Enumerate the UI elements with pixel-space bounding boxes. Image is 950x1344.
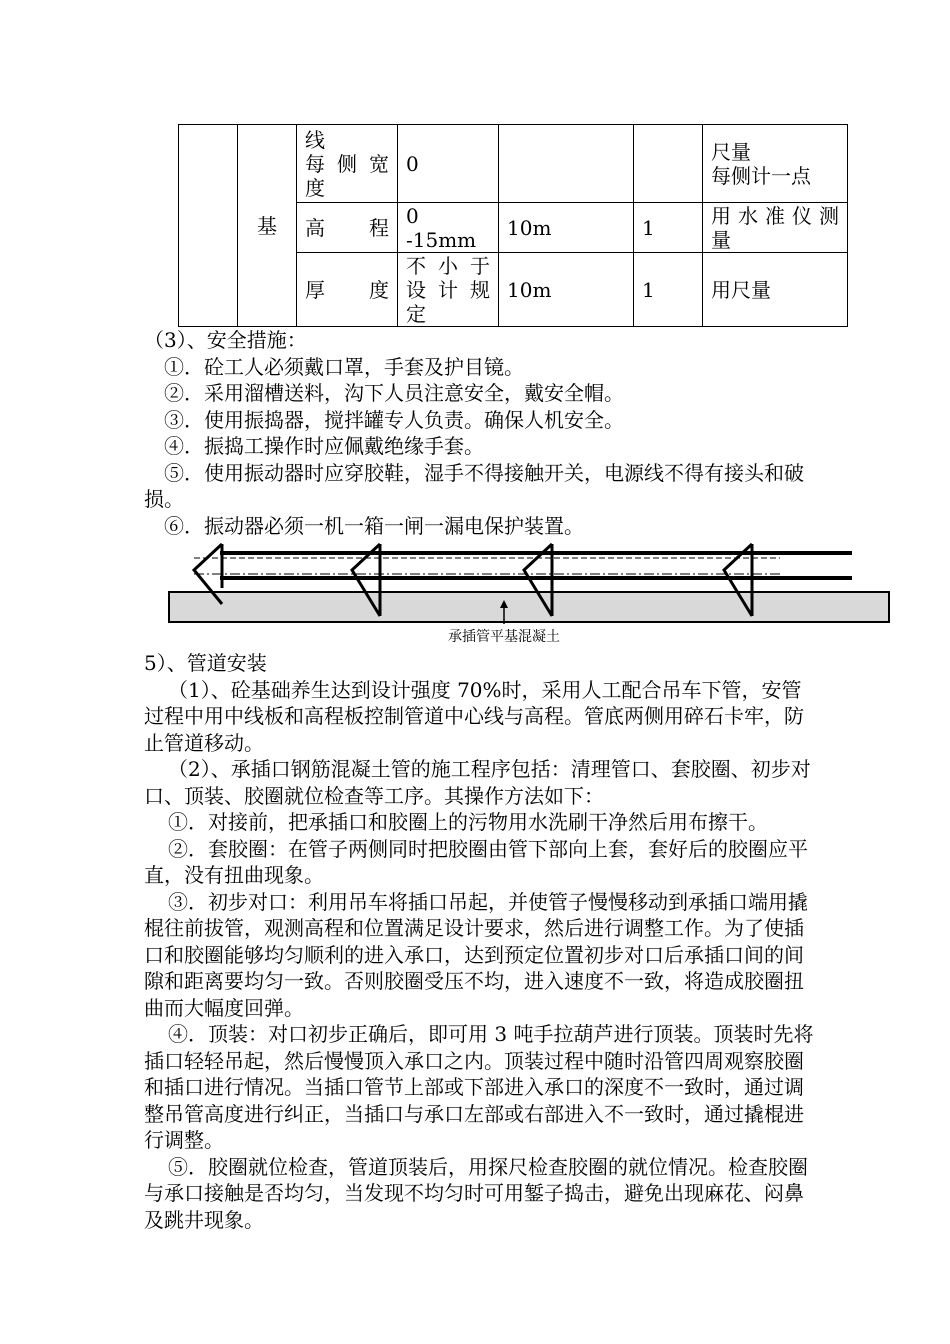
table-blank-cell [179, 125, 238, 327]
table-item-line: 线 [305, 127, 325, 152]
install-paragraph: （1）、砼基础养生达到设计强度 70%时，采用人工配合吊车下管，安管过程中用中线板和高程板控制管道中心线与高程。管底两侧用碎石卡牢，防止管道移动。 [144, 677, 804, 755]
table-item-cell [297, 125, 398, 203]
inspection-table [178, 124, 848, 327]
table-range-cell: 10m [499, 203, 634, 253]
table-row [179, 125, 848, 203]
table-points-cell: 1 [634, 253, 703, 327]
install-paragraph: ③．初步对口：利用吊车将插口吊起，并使管子慢慢移动到承插口端用撬棍往前拔管，观测高程和位置满足设计要求，然后进行调整工作。为了使插口和胶圈能够均匀顺利的进入承口，达到预定位置初步对口后承插口间的间隙和距离要均匀一致。否则胶圈受压不均，进入速度不一致，将造成胶圈扭曲而大幅度回弹。 [144, 889, 808, 1020]
table-method-line: 量 [711, 227, 731, 252]
safety-item: ④．振捣工操作时应佩戴绝缘手套。 [164, 434, 484, 458]
table-tolerance-line: 设 计 规 [406, 277, 490, 302]
table-range-cell [499, 125, 634, 203]
table-tolerance-line: 0 [406, 203, 419, 228]
table-tolerance-cell: 0 [398, 125, 499, 203]
safety-item: ③．使用振捣器，搅拌罐专人负责。确保人机安全。 [164, 407, 624, 432]
install-paragraph: ⑤．胶圈就位检查，管道顶装后，用探尺检查胶圈的就位情况。检查胶圈与承口接触是否均匀，当发现不均匀时可用錾子捣击，避免出现麻花、闷鼻及跳井现象。 [144, 1154, 808, 1232]
table-tolerance-line: -15mm [406, 227, 477, 252]
table-row-header: 基 [238, 125, 297, 327]
safety-section [144, 327, 814, 539]
table-method-cell [703, 253, 848, 327]
table-tolerance-line: 定 [406, 301, 426, 326]
table-tolerance-line: 不 小 于 [406, 253, 490, 278]
table-item-cell [297, 203, 398, 253]
safety-heading: （3）、安全措施： [144, 328, 307, 352]
safety-item: ②．采用溜槽送料，沟下人员注意安全，戴安全帽。 [164, 381, 624, 405]
table-method-cell [703, 125, 848, 203]
install-paragraph: （2）、承插口钢筋混凝土管的施工程序包括：清理管口、套胶圈、初步对口、顶装、胶圈就位检查等工序。其操作方法如下： [144, 757, 811, 808]
table-method-cell [703, 203, 848, 253]
table-item-line: 度 [305, 175, 325, 200]
table-method-line: 用水准仪测 [711, 203, 839, 228]
install-paragraph: ②．套胶圈：在管子两侧同时把胶圈由管下部向上套，套好后的胶圈应平直，没有扭曲现象。 [144, 836, 808, 887]
table-points-cell [634, 125, 703, 203]
table-item-line: 每 侧 宽 [305, 151, 389, 176]
table-method-line: 尺量 [711, 139, 751, 164]
pipe-foundation-diagram [160, 536, 892, 628]
install-section [144, 650, 814, 1233]
install-heading: 5）、管道安装 [144, 651, 267, 675]
table-item-line: 厚 度 [305, 277, 389, 302]
table-tolerance-cell [398, 253, 499, 327]
table-item-cell [297, 253, 398, 327]
table-range-cell: 10m [499, 253, 634, 327]
install-paragraph: ④．顶装：对口初步正确后，即可用 3 吨手拉葫芦进行顶装。顶装时先将插口轻轻吊起，然后慢慢顶入承口之内。顶装过程中随时沿管四周观察胶圈和插口进行情况。当插口管节上部或下部进入承口的深度不一致时，通过调整吊管高度进行纠正，当插口与承口左部或右部进入不一致时，通过撬棍进行调整。 [144, 1022, 814, 1152]
safety-item: ⑥．振动器必须一机一箱一闸一漏电保护装置。 [164, 513, 584, 538]
install-paragraph: ①．对接前，把承插口和胶圈上的污物用水洗刷干净然后用布擦干。 [168, 810, 768, 834]
concrete-base [169, 592, 889, 622]
table-method-line: 每侧计一点 [711, 163, 811, 188]
table-tolerance-cell [398, 203, 499, 253]
safety-item: ①．砼工人必须戴口罩，手套及护目镜。 [164, 354, 524, 379]
safety-item: ⑤．使用振动器时应穿胶鞋，湿手不得接触开关，电源线不得有接头和破损。 [144, 460, 804, 511]
table-item-line: 高 程 [305, 215, 389, 240]
table-method-line: 用尺量 [711, 277, 771, 302]
diagram-caption: 承插管平基混凝土 [448, 629, 560, 645]
table-points-cell: 1 [634, 203, 703, 253]
